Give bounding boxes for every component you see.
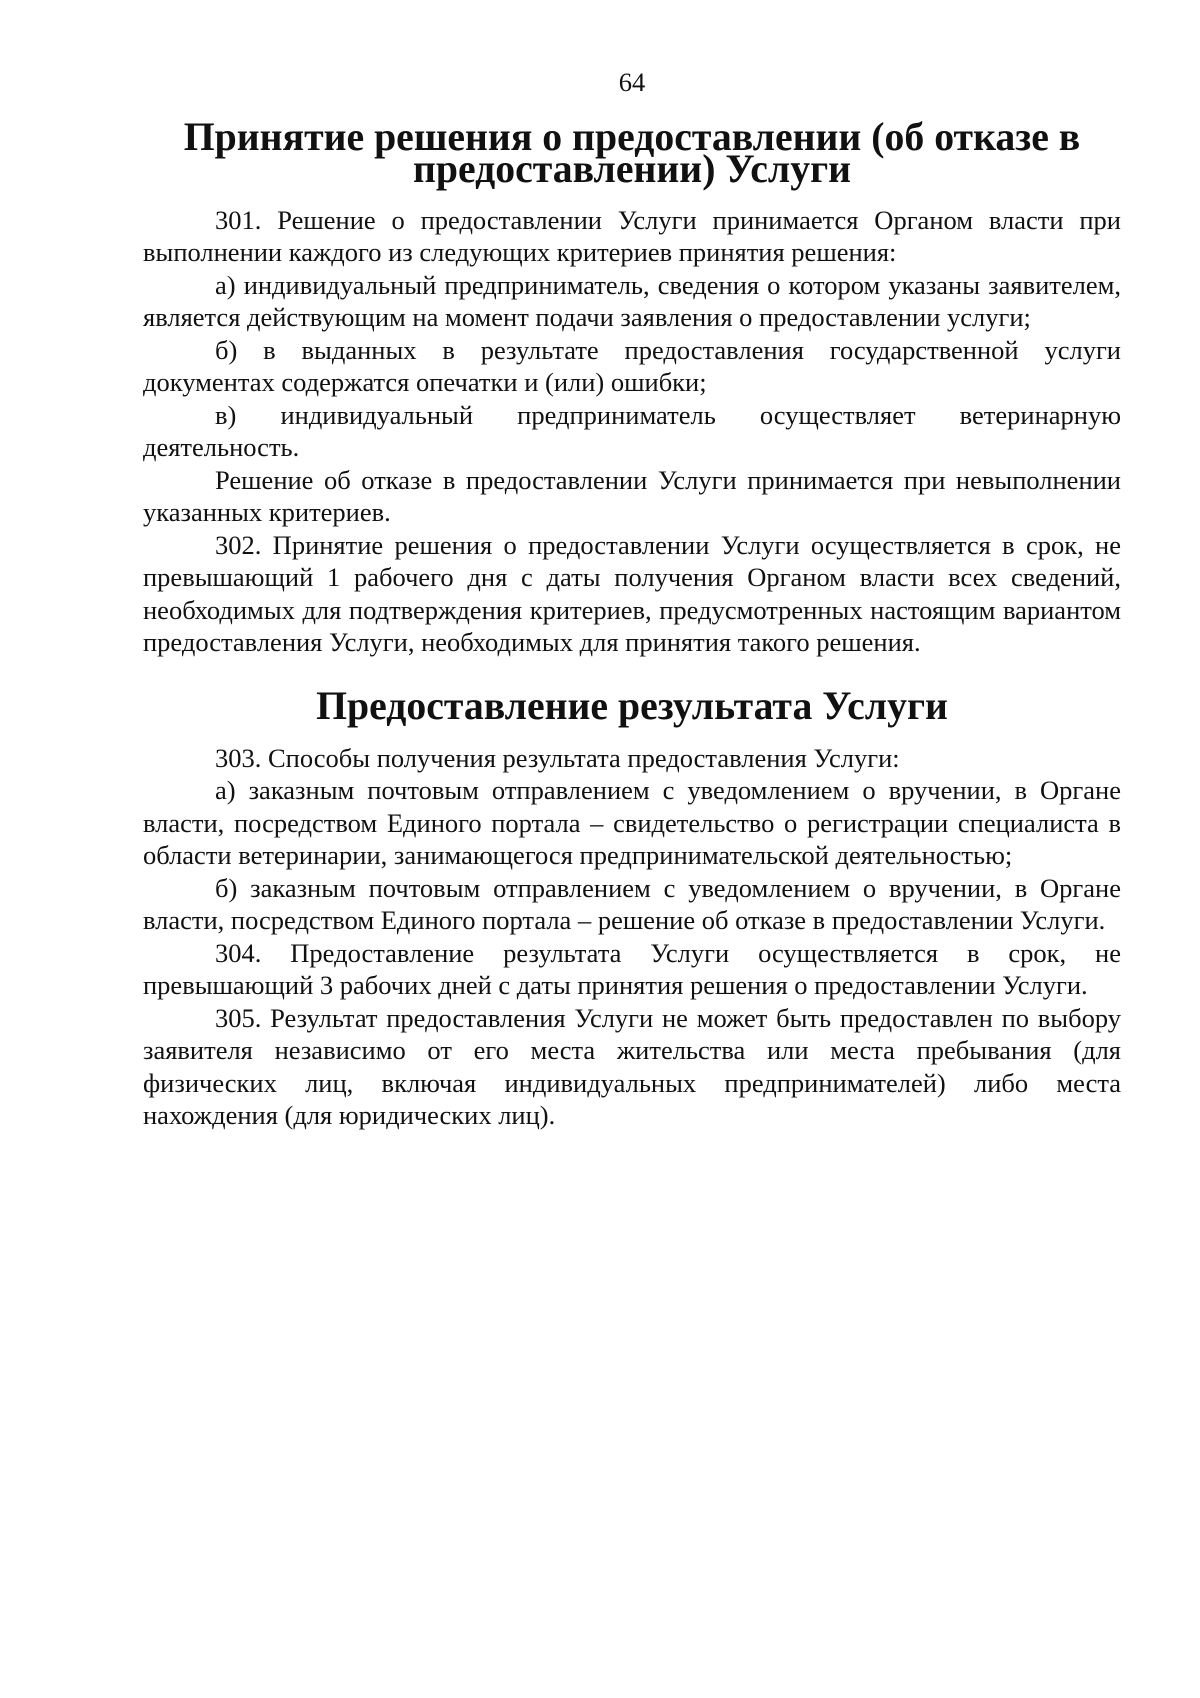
paragraph-303-a: а) заказным почтовым отправлением с уведомлением о вручении, в Органе власти, посредством Единого портала – свидетельство о регистрации специалиста в области ветеринарии, занимающегося предпринимательской деятельностью;: [143, 775, 1121, 870]
paragraph-301-b: б) в выданных в результате предоставления государственной услуги документах содержатся опечатки и (или) ошибки;: [143, 334, 1121, 397]
section-decision: [143, 114, 1121, 659]
paragraph-301: 301. Решение о предоставлении Услуги принимается Органом власти при выполнении каждого из следующих критериев принятия решения:: [143, 204, 1121, 267]
paragraph-303-b: б) заказным почтовым отправлением с уведомлением о вручении, в Органе власти, посредством Единого портала – решение об отказе в предоставлении Услуги.: [143, 872, 1121, 935]
paragraph-302: 302. Принятие решения о предоставлении Услуги осуществляется в срок, не превышающий 1 рабочего дня с даты получения Органом власти всех сведений, необходимых для подтверждения критериев, предусмотренных настоящим вариантом предоставления Услуги, необходимых для принятия такого решения.: [143, 529, 1121, 657]
paragraph-304: 304. Предоставление результата Услуги осуществляется в срок, не превышающий 3 рабочих дней с даты принятия решения о предоставлении Услуги.: [143, 937, 1121, 1000]
paragraph-305: 305. Результат предоставления Услуги не может быть предоставлен по выбору заявителя независимо от его места жительства или места пребывания (для физических лиц, включая индивидуальных предпринимателей) либо места нахождения (для юридических лиц).: [143, 1002, 1121, 1130]
paragraph-refusal: Решение об отказе в предоставлении Услуги принимается при невыполнении указанных критериев.: [143, 464, 1121, 527]
page-number: 64: [618, 67, 646, 97]
paragraph-301-v: в) индивидуальный предприниматель осуществляет ветеринарную деятельность.: [143, 399, 1121, 462]
section-heading-result: Предоставление результата Услуги: [316, 683, 948, 728]
section-result: [143, 683, 1121, 1132]
document-page: [143, 66, 1121, 1132]
paragraph-301-a: а) индивидуальный предприниматель, сведения о котором указаны заявителем, является действующим на момент подачи заявления о предоставлении услуги;: [143, 269, 1121, 332]
section-heading-decision: Принятие решения о предоставлении (об отказе в предоставлении) Услуги: [183, 114, 1081, 191]
paragraph-303: 303. Способы получения результата предоставления Услуги:: [215, 742, 900, 773]
